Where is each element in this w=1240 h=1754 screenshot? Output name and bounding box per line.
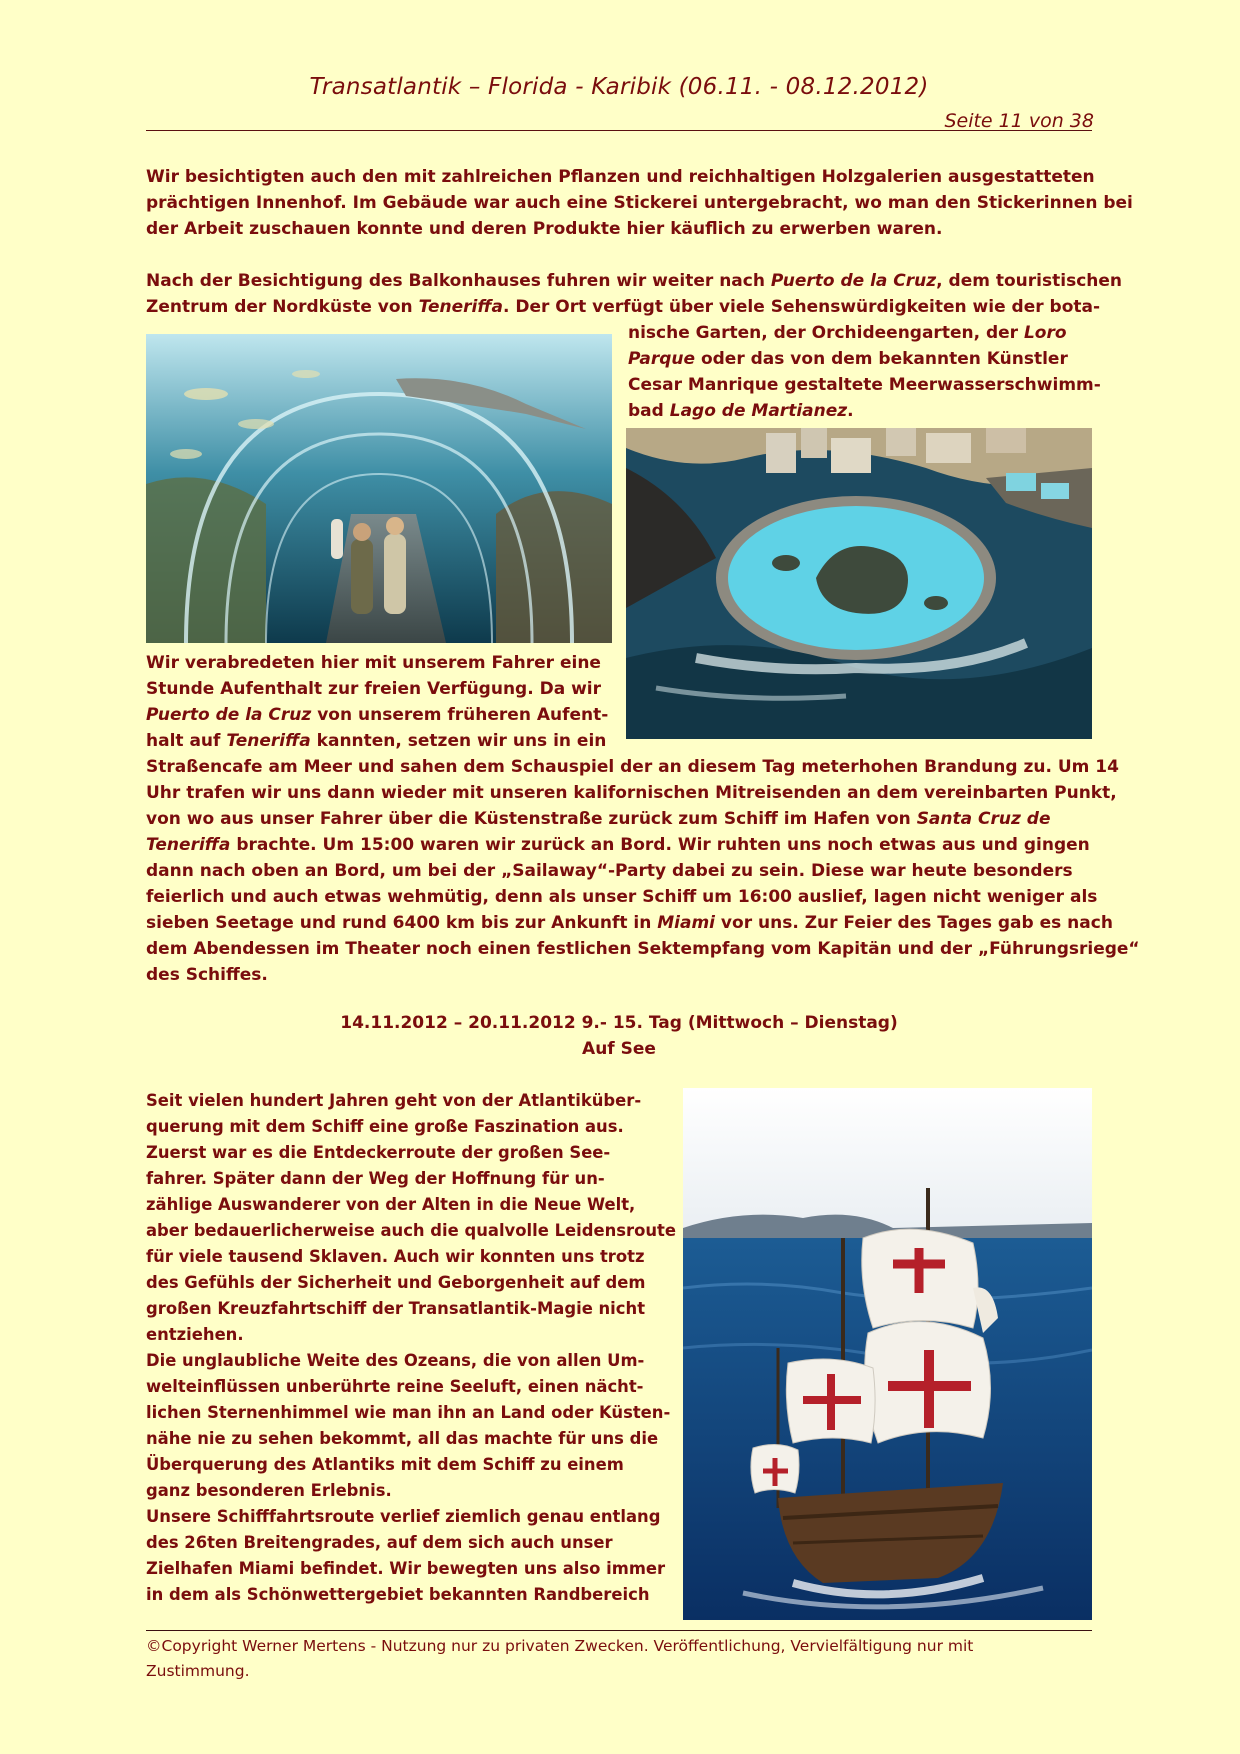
place-name: Teneriffa [146,835,231,855]
text-line: Die unglaubliche Weite des Ozeans, die von allen Um- [146,1351,645,1370]
text-line: aber bedauerlicherweise auch die qualvolle Leidensroute [146,1221,676,1240]
paragraph-atlantik [146,1088,676,1608]
caravel-ship-photo [683,1088,1092,1620]
text-line [628,346,1092,372]
text-line: großen Kreuzfahrtschiff der Transatlantik-Magie nicht [146,1299,646,1318]
text-run: . Der Ort verfügt über viele Sehenswürdigkeiten wie der bota- [502,297,1101,317]
copyright-footer [146,1634,1092,1684]
text-line: Stunde Aufenthalt zur freien Verfügung. Da wir [146,679,602,699]
text-run: Zentrum der Nordküste von [146,297,419,317]
text-line [628,320,1092,346]
day-heading-dates: 14.11.2012 – 20.11.2012 9.- 15. Tag (Mittwoch – Dienstag) [340,1013,898,1033]
text-line: Zielhafen Miami befindet. Wir bewegten uns also immer [146,1559,666,1578]
text-line: lichen Sternenhimmel wie man ihn an Land oder Küsten- [146,1403,671,1422]
page-number: Seite 11 von 38 [944,110,1094,132]
place-name: Lago de Martianez [669,401,848,421]
text-line [146,268,1123,294]
place-name: Teneriffa [226,731,311,751]
text-line [146,294,1101,320]
text-line: zählige Auswanderer von der Alten in die Neue Welt, [146,1195,636,1214]
place-name: Miami [657,913,716,933]
document-title: Transatlantik – Florida - Karibik (06.11. - 08.12.2012) [309,74,929,100]
text-line: des Gefühls der Sicherheit und Geborgenheit auf dem [146,1273,646,1292]
footer-line: ©Copyright Werner Mertens - Nutzung nur zu privaten Zwecken. Veröffentlichung, Vervielfältigung nur mit [146,1637,974,1655]
text-line [146,728,616,754]
text-line [146,806,1092,832]
text-line: in dem als Schönwettergebiet bekannten Randbereich [146,1585,650,1604]
text-run: halt auf [146,731,227,751]
text-line: des 26ten Breitengrades, auf dem sich auch unser [146,1533,613,1552]
text-line: dem Abendessen im Theater noch einen festlichen Sektempfang vom Kapitän und der „Führungsriege“ [146,939,1140,959]
text-run: brachte. Um 15:00 waren wir zurück an Bord. Wir ruhten uns noch etwas aus und gingen [230,835,1090,855]
text-run: oder das von dem bekannten Künstler [695,349,1068,369]
text-line: fahrer. Später dann der Weg der Hoffnung für un- [146,1169,605,1188]
text-line: des Schiffes. [146,965,268,985]
footer-line: Zustimmung. [146,1662,250,1680]
paragraph-aufenthalt [146,650,616,754]
text-line: Wir verabredeten hier mit unserem Fahrer eine [146,653,601,673]
place-name: Loro [1023,323,1067,343]
text-line: querung mit dem Schiff eine große Faszination aus. [146,1117,624,1136]
place-name: Santa Cruz de [916,809,1051,829]
text-run: sieben Seetage und rund 6400 km bis zur Ankunft in [146,913,658,933]
text-line [146,832,1092,858]
place-name: Puerto de la Cruz [146,705,312,725]
text-line: feierlich und auch etwas wehmütig, denn als unser Schiff um 16:00 auslief, lagen nicht weniger als [146,887,1098,907]
text-line: welteinflüssen unberührte reine Seeluft, einen nächt- [146,1377,644,1396]
text-line: Zuerst war es die Entdeckerroute der großen See- [146,1143,611,1162]
paragraph-innenhof [146,164,1133,242]
lago-martianez-aerial-photo [626,428,1092,739]
text-line: ganz besonderen Erlebnis. [146,1481,392,1500]
text-run: Nach der Besichtigung des Balkonhauses fuhren wir weiter nach [146,271,771,291]
text-line: Straßencafe am Meer und sahen dem Schauspiel der an diesem Tag meterhohen Brandung zu. Um 14 [146,757,1119,777]
text-line: Unsere Schifffahrtsroute verlief ziemlich genau entlang [146,1507,661,1526]
text-line: dann nach oben an Bord, um bei der „Sailaway“-Party dabei zu sein. Diese war heute besonders [146,861,1073,881]
text-line [146,702,616,728]
text-run: von unserem früheren Aufent- [311,705,609,725]
day-heading-subtitle: Auf See [582,1039,656,1059]
text-line: Überquerung des Atlantiks mit dem Schiff zu einem [146,1455,624,1474]
aquarium-tunnel-photo [146,334,612,643]
text-line: Uhr trafen wir uns dann wieder mit unseren kalifornischen Mitreisenden an dem vereinbarten Punkt, [146,783,1117,803]
paragraph-puerto-de-la-cruz-continued [628,320,1101,424]
paragraph-aufenthalt-continued [146,754,1140,988]
place-name: Parque [628,349,696,369]
text-run: , dem touristischen [936,271,1123,291]
text-run: von wo aus unser Fahrer über die Küstenstraße zurück zum Schiff im Hafen von [146,809,917,829]
text-run: kannten, setzen wir uns in ein [310,731,607,751]
text-line [146,164,1095,190]
text-line: nähe nie zu sehen bekommt, all das machte für uns die [146,1429,659,1448]
text-run: nische Garten, der Orchideengarten, der [628,323,1024,343]
text-line: entziehen. [146,1325,244,1344]
place-name: Puerto de la Cruz [770,271,937,291]
text-line: für viele tausend Sklaven. Auch wir konnten uns trotz [146,1247,645,1266]
text-run: vor uns. Zur Feier des Tages gab es nach [715,913,1113,933]
paragraph-puerto-de-la-cruz [146,268,1123,320]
line-text: Wir besichtigten auch den mit zahlreichen Pflanzen und reichhaltigen Holzgalerien ausgestatteten [146,167,1095,187]
text-line: Cesar Manrique gestaltete Meerwasserschwimm- [628,375,1101,395]
place-name: Teneriffa [418,297,503,317]
text-line: der Arbeit zuschauen konnte und deren Produkte hier käuflich zu erwerben waren. [146,219,943,239]
text-line: prächtigen Innenhof. Im Gebäude war auch eine Stickerei untergebracht, wo man den Stickerinnen bei [146,193,1133,213]
footer-divider [146,1630,1092,1631]
text-line: Seit vielen hundert Jahren geht von der Atlantiküber- [146,1091,642,1110]
text-run: bad [628,401,670,421]
text-run: . [847,401,854,421]
day-heading [146,1010,1092,1062]
header-divider [146,130,1092,131]
text-line [628,398,1092,424]
text-line [146,910,1113,936]
